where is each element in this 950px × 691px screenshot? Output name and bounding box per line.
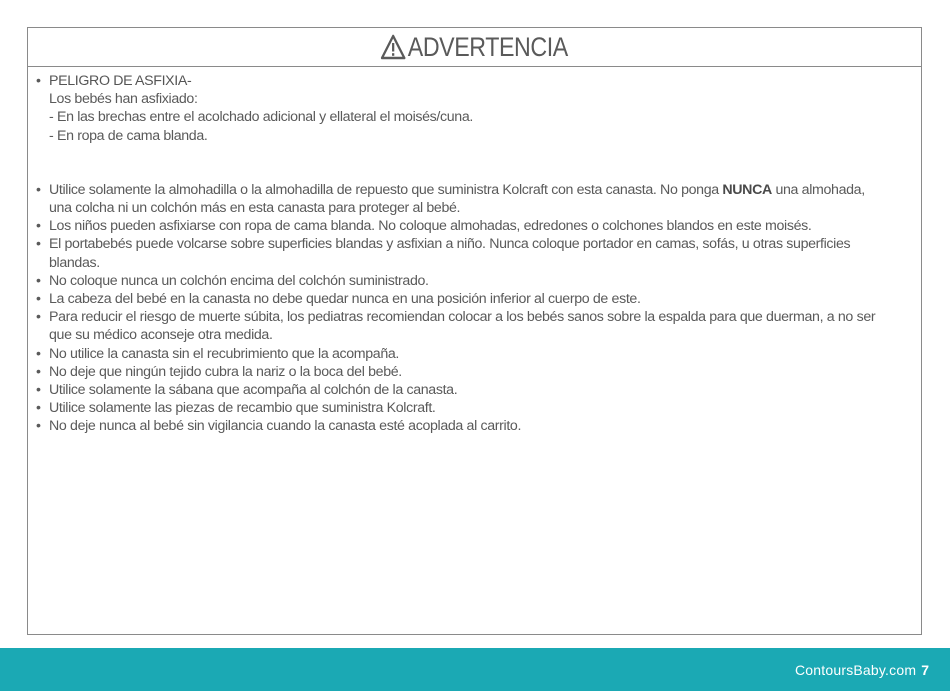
item-3-line-2: blandas.	[49, 254, 100, 271]
list-item	[36, 235, 913, 271]
list-item	[36, 345, 913, 363]
item-4-text: No coloque nunca un colchón encima del colchón suministrado.	[49, 272, 429, 289]
bullet: •	[36, 345, 41, 362]
item-10-text: Utilice solamente las piezas de recambio que suministra Kolcraft.	[49, 400, 436, 417]
bullet: •	[36, 236, 41, 253]
list-item-asfixia	[36, 72, 913, 145]
bullet: •	[36, 418, 41, 435]
item-1-text: Utilice solamente la almohadilla o la almohadilla de repuesto que suministra Kolcraft con esta canasta. No ponga	[49, 181, 723, 198]
bullet: •	[36, 272, 41, 289]
warning-box	[27, 27, 922, 635]
bullet: •	[36, 382, 41, 399]
bullet: •	[36, 400, 41, 417]
asfixia-heading: PELIGRO DE ASFIXIA-	[49, 73, 192, 89]
item-5-text: La cabeza del bebé en la canasta no debe quedar nunca en una posición inferior al cuerpo de este.	[49, 291, 641, 308]
item-6-line-2: que su médico aconseje otra medida.	[49, 327, 273, 344]
list-item	[36, 272, 913, 290]
bullet: •	[36, 363, 41, 380]
list-item	[36, 181, 913, 217]
list-item	[36, 417, 913, 435]
item-3-line-1: El portabebés puede volcarse sobre superficies blandas y asfixian a niño. Nunca coloque portador en camas, sofás, u otras superficies	[49, 236, 851, 253]
warning-content	[28, 67, 921, 436]
page-number: 7	[921, 661, 929, 678]
warning-header	[28, 28, 921, 67]
list-item	[36, 217, 913, 235]
bullet: •	[36, 291, 41, 308]
item-11-text: No deje nunca al bebé sin vigilancia cuando la canasta esté acoplada al carrito.	[49, 418, 522, 435]
item-2-text: Los niños pueden asfixiarse con ropa de cama blanda. No coloque almohadas, edredones o colchones blandos en este moisés.	[49, 218, 812, 235]
asfixia-dash-1: - En las brechas entre el acolchado adicional y ellateral el moisés/cuna.	[49, 109, 473, 126]
item-1-emphasis: NUNCA	[722, 181, 772, 198]
warning-title: ADVERTENCIA	[408, 31, 569, 62]
item-9-text: Utilice solamente la sábana que acompaña al colchón de la canasta.	[49, 382, 458, 399]
warning-title-group	[381, 32, 569, 63]
list-item	[36, 290, 913, 308]
item-7-text: No utilice la canasta sin el recubrimiento que la acompaña.	[49, 345, 400, 362]
list-item	[36, 381, 913, 399]
bullet: •	[36, 309, 41, 326]
item-1-line-2: una colcha ni un colchón más en esta canasta para proteger al bebé.	[49, 200, 461, 217]
page-footer	[0, 648, 950, 691]
list-item	[36, 399, 913, 417]
item-6-line-1: Para reducir el riesgo de muerte súbita, los pediatras recomiendan colocar a los bebés sanos sobre la espalda para que duerman, a no ser	[49, 309, 876, 326]
asfixia-dash-2: - En ropa de cama blanda.	[49, 127, 208, 144]
bullet: •	[36, 181, 41, 198]
list-item	[36, 363, 913, 381]
list-item	[36, 308, 913, 344]
item-8-text: No deje que ningún tejido cubra la nariz o la boca del bebé.	[49, 363, 402, 380]
item-1-line-1	[49, 181, 913, 199]
spacer	[36, 145, 913, 181]
asfixia-intro: Los bebés han asfixiado:	[49, 91, 198, 108]
bullet: •	[36, 218, 41, 235]
footer-site-link[interactable]: ContoursBaby.com	[794, 661, 917, 678]
item-1-text-end: una almohada,	[771, 181, 865, 198]
warning-triangle-icon	[381, 34, 407, 60]
bullet: •	[36, 73, 41, 89]
